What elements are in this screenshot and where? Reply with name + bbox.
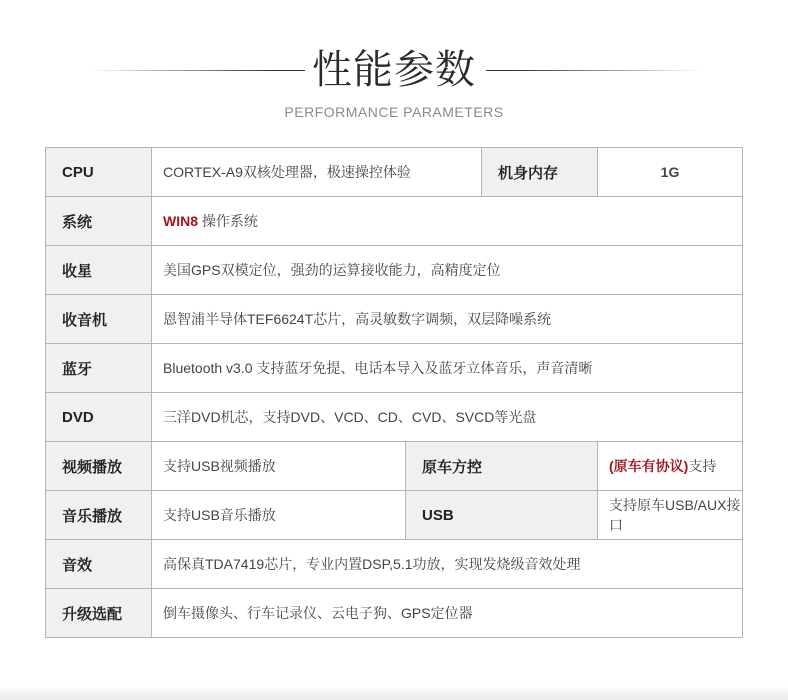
spec-value-upgrade: 倒车摄像头、行车记录仪、云电子狗、GPS定位器 bbox=[152, 589, 743, 638]
spec-label-audio: 音效 bbox=[46, 540, 152, 589]
spec-row-upgrade bbox=[46, 589, 743, 638]
spec-row-radio bbox=[46, 295, 743, 344]
spec-row-video bbox=[46, 442, 743, 491]
system-rest: 操作系统 bbox=[198, 213, 258, 229]
spec-value-steering bbox=[598, 442, 743, 491]
spec-row-cpu bbox=[46, 148, 743, 197]
section-title: 性能参数 bbox=[312, 47, 476, 93]
spec-value-video: 支持USB视频播放 bbox=[152, 442, 406, 491]
spec-label-music: 音乐播放 bbox=[46, 491, 152, 540]
spec-row-dvd bbox=[46, 393, 743, 442]
spec-value-radio: 恩智浦半导体TEF6624T芯片，高灵敏数字调频，双层降噪系统 bbox=[152, 295, 743, 344]
spec-row-music bbox=[46, 491, 743, 540]
spec-label-system: 系统 bbox=[46, 197, 152, 246]
spec-label-upgrade: 升级选配 bbox=[46, 589, 152, 638]
title-divider-right bbox=[486, 70, 701, 71]
spec-value-system bbox=[152, 197, 743, 246]
spec-value-satellite: 美国GPS双模定位，强劲的运算接收能力，高精度定位 bbox=[152, 246, 743, 295]
spec-row-satellite bbox=[46, 246, 743, 295]
spec-value-dvd: 三洋DVD机芯，支持DVD、VCD、CD、CVD、SVCD等光盘 bbox=[152, 393, 743, 442]
spec-label-dvd: DVD bbox=[46, 393, 152, 442]
spec-value-memory: 1G bbox=[598, 148, 743, 197]
spec-value-audio: 高保真TDA7419芯片，专业内置DSP,5.1功放，实现发烧级音效处理 bbox=[152, 540, 743, 589]
spec-label-bluetooth: 蓝牙 bbox=[46, 344, 152, 393]
spec-label-memory: 机身内存 bbox=[482, 148, 598, 197]
bottom-shadow bbox=[0, 686, 788, 700]
spec-value-music: 支持USB音乐播放 bbox=[152, 491, 406, 540]
spec-label-usb: USB bbox=[406, 491, 598, 540]
system-highlight: WIN8 bbox=[163, 213, 198, 229]
spec-label-steering: 原车方控 bbox=[406, 442, 598, 491]
spec-value-usb: 支持原车USB/AUX接口 bbox=[598, 491, 743, 540]
spec-label-cpu: CPU bbox=[46, 148, 152, 197]
spec-label-radio: 收音机 bbox=[46, 295, 152, 344]
section-subtitle: PERFORMANCE PARAMETERS bbox=[284, 104, 504, 120]
spec-value-bluetooth: Bluetooth v3.0 支持蓝牙免提、电话本导入及蓝牙立体音乐，声音清晰 bbox=[152, 344, 743, 393]
spec-label-video: 视频播放 bbox=[46, 442, 152, 491]
spec-label-satellite: 收星 bbox=[46, 246, 152, 295]
steering-highlight: (原车有协议) bbox=[609, 458, 689, 474]
spec-row-system bbox=[46, 197, 743, 246]
steering-rest: 支持 bbox=[688, 458, 717, 474]
spec-value-cpu: CORTEX-A9双核处理器，极速操控体验 bbox=[152, 148, 482, 197]
spec-row-bluetooth bbox=[46, 344, 743, 393]
section-header bbox=[0, 0, 788, 140]
spec-table bbox=[45, 147, 743, 638]
spec-row-audio bbox=[46, 540, 743, 589]
